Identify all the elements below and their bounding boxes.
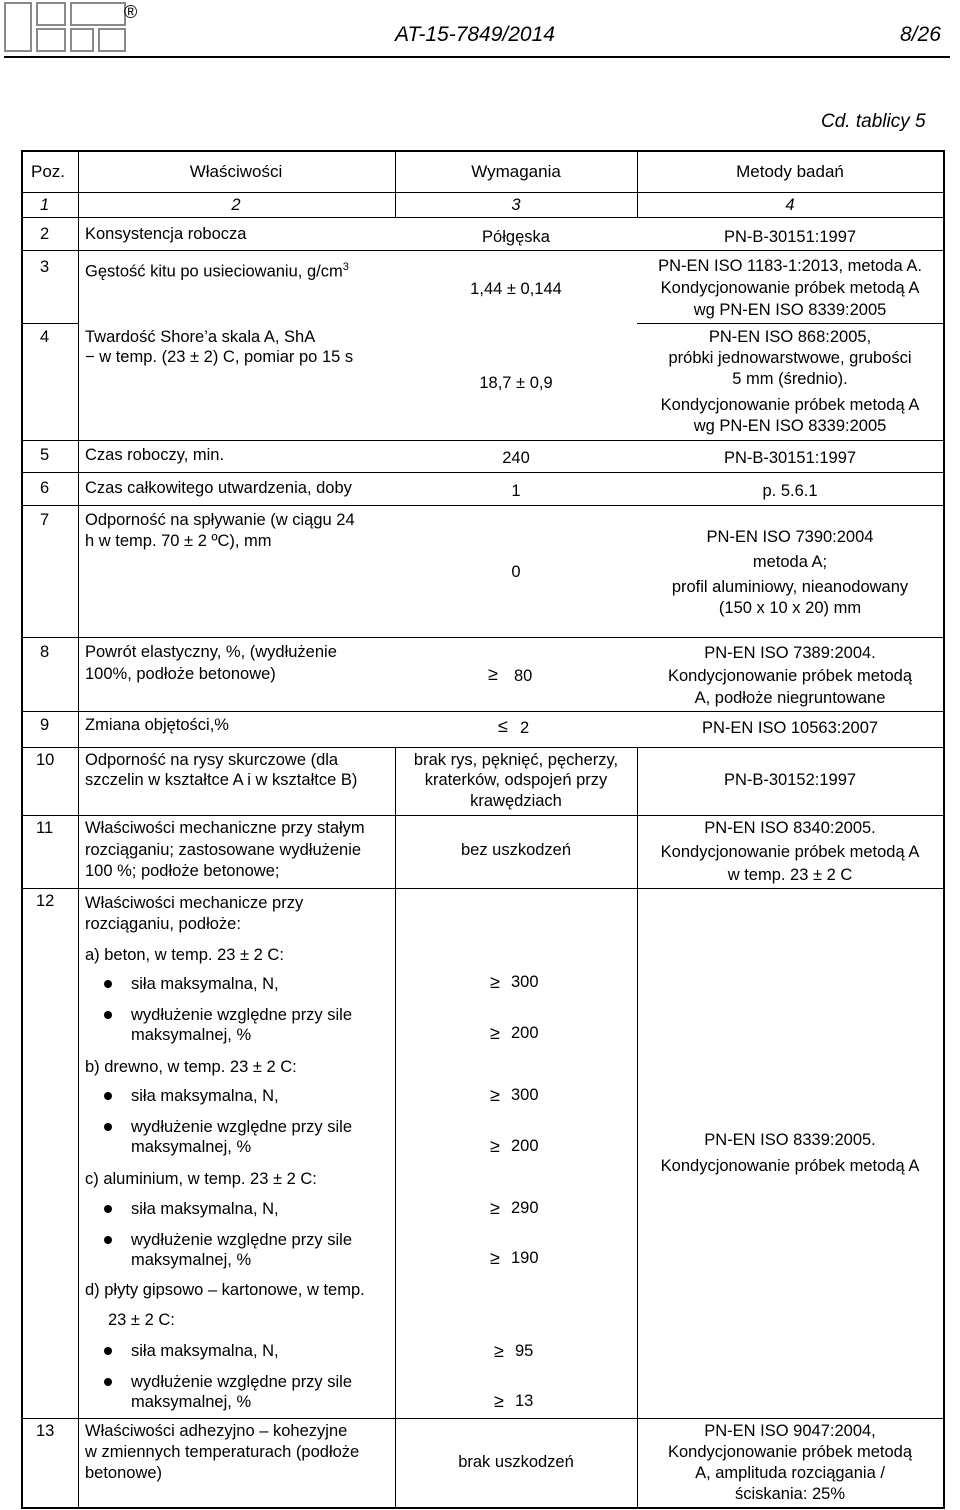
itb-logo [4, 2, 132, 56]
row-4-method-line-5: wg PN-EN ISO 8339:2005 [693, 417, 887, 435]
row-4-property-line-2: − w temp. (23 ± 2) C, pomiar po 15 s [85, 348, 354, 366]
row-7-method-line-3: profil aluminiowy, nieanodowany [671, 578, 909, 596]
row-12-a-elong-label-2: maksymalnej, % [131, 1026, 252, 1044]
row-8-requirement: 80 [514, 667, 533, 685]
bullet-icon [104, 1011, 112, 1019]
row-12-c-elong-label-1: wydłużenie względne przy sile [131, 1231, 353, 1249]
row-3-requirement: 1,44 ± 0,144 [470, 280, 562, 298]
row-12-a-elong-label-1: wydłużenie względne przy sile [131, 1006, 353, 1024]
row-2-number: 2 [40, 225, 50, 243]
row-6-number: 6 [40, 479, 50, 497]
row-7-method-line-2: metoda A; [752, 553, 828, 571]
row-11-number: 11 [36, 819, 54, 837]
bullet-icon [104, 1378, 112, 1386]
row-12-property-line-1: Właściwości mechanicze przy [85, 894, 304, 912]
row-10-property-line-2: szczelin w kształtce A i w kształtce B) [85, 771, 358, 789]
row-3-method-line-2: Kondycjonowanie próbek metodą A [660, 279, 920, 297]
row-12-d-elong-label-1: wydłużenie względne przy sile [131, 1373, 353, 1391]
row-11-property-line-1: Właściwości mechaniczne przy stałym [85, 819, 365, 837]
row-10-requirement-line-2: kraterków, odspojeń przy [424, 771, 608, 789]
row-11-method-line-3: w temp. 23 ± 2 C [727, 866, 853, 884]
table-continuation-label: Cd. tablicy 5 [821, 111, 926, 132]
row-12-b-elong-label-1: wydłużenie względne przy sile [131, 1118, 353, 1136]
row-5-requirement: 240 [502, 449, 530, 467]
row-13-method-line-1: PN-EN ISO 9047:2004, [704, 1422, 876, 1440]
ge-symbol: ≥ [490, 1198, 500, 1218]
row-13-method-line-3: A, amplituda rozciągania / [695, 1464, 885, 1482]
row-4-method-line-4: Kondycjonowanie próbek metodą A [660, 396, 920, 414]
row-13-method-line-4: ściskania: 25% [734, 1485, 846, 1503]
row-4-method-line-1: PN-EN ISO 868:2005, [708, 328, 872, 346]
row-12-a-force-label: siła maksymalna, N, [131, 975, 279, 993]
row-13-property-line-1: Właściwości adhezyjno – kohezyjne [85, 1422, 348, 1440]
row-6-method: p. 5.6.1 [762, 482, 818, 500]
row-5-property: Czas roboczy, min. [85, 446, 225, 464]
row-7-method-line-1: PN-EN ISO 7390:2004 [706, 528, 874, 546]
row-13-property-line-3: betonowe) [85, 1464, 163, 1482]
col-number-1: 1 [40, 196, 50, 214]
row-13-property-line-2: w zmiennych temperaturach (podłoże [85, 1443, 360, 1461]
row-3-method-line-1: PN-EN ISO 1183-1:2013, metoda A. [658, 257, 922, 275]
ge-symbol: ≥ [490, 1085, 500, 1105]
row-4-requirement: 18,7 ± 0,9 [479, 374, 553, 392]
row-6-requirement: 1 [511, 482, 521, 500]
row-12-c-force-value: 290 [511, 1199, 539, 1217]
col-header-methods: Metody badań [736, 162, 844, 181]
row-3-property: Gęstość kitu po usieciowaniu, $g/cm^3$ [85, 261, 349, 281]
row-8-method-line-1: PN-EN ISO 7389:2004. [704, 644, 876, 662]
row-7-method-line-4: (150 x 10 x 20) mm [718, 599, 862, 617]
ge-symbol: ≥ [490, 1136, 500, 1156]
row-4-property-line-1: Twardość Shore’a skala A, ShA [85, 328, 316, 346]
row-12-c-heading: c) aluminium, w temp. 23 ± 2 C: [85, 1170, 317, 1188]
row-12-a-heading: a) beton, w temp. 23 ± 2 C: [85, 946, 284, 964]
row-12-c-force-label: siła maksymalna, N, [131, 1200, 279, 1218]
row-9-property: Zmiana objętości,% [85, 716, 229, 734]
col-header-requirements: Wymagania [471, 162, 561, 181]
row-12-number: 12 [36, 892, 55, 910]
row-9-number: 9 [40, 716, 50, 734]
row-3-number: 3 [40, 258, 50, 276]
ge-symbol: ≥ [494, 1391, 504, 1411]
row-3-method-line-3: wg PN-EN ISO 8339:2005 [693, 301, 887, 319]
row-12-a-force-value: 300 [511, 973, 539, 991]
row-12-d-force-label: siła maksymalna, N, [131, 1342, 279, 1360]
row-10-requirement-line-3: krawędziach [470, 792, 562, 810]
row-4-method-line-2: próbki jednowarstwowe, grubości [668, 349, 912, 367]
col-number-4: 4 [785, 196, 795, 214]
bullet-icon [104, 1236, 112, 1244]
row-12-d-heading-line-1: d) płyty gipsowo – kartonowe, w temp. [85, 1281, 365, 1299]
col-header-properties: Właściwości [189, 162, 283, 181]
le-symbol: ≤ [498, 716, 508, 736]
row-6-property: Czas całkowitego utwardzenia, doby [85, 479, 352, 497]
col-header-poz: Poz. [31, 162, 66, 181]
row-12-a-elong-value: 200 [511, 1024, 539, 1042]
row-12-b-heading: b) drewno, w temp. 23 ± 2 C: [85, 1058, 297, 1076]
row-2-property: Konsystencja robocza [85, 225, 247, 243]
row-12-method-line-2: Kondycjonowanie próbek metodą A [660, 1157, 920, 1175]
row-12-c-elong-label-2: maksymalnej, % [131, 1251, 252, 1269]
row-8-property-line-1: Powrót elastyczny, %, (wydłużenie [85, 643, 337, 661]
row-12-b-force-label: siła maksymalna, N, [131, 1087, 279, 1105]
row-4-number: 4 [40, 328, 50, 346]
col-number-2: 2 [231, 196, 241, 214]
row-8-property-line-2: 100%, podłoże betonowe) [85, 665, 276, 683]
ge-symbol: ≥ [490, 1023, 500, 1043]
ge-symbol: ≥ [488, 664, 498, 684]
row-2-requirement: Półgęska [482, 228, 550, 246]
row-7-requirement: 0 [511, 563, 521, 581]
row-10-property-line-1: Odporność na rysy skurczowe (dla [85, 751, 339, 769]
row-11-requirement: bez uszkodzeń [460, 841, 572, 859]
row-7-number: 7 [40, 511, 50, 529]
row-2-method: PN-B-30151:1997 [723, 228, 857, 246]
row-12-c-elong-value: 190 [511, 1249, 539, 1267]
bullet-icon [104, 1092, 112, 1100]
row-3-property-superscript: 3 [342, 261, 349, 273]
row-5-number: 5 [40, 446, 50, 464]
bullet-icon [104, 980, 112, 988]
row-13-number: 13 [36, 1422, 55, 1440]
row-13-method-line-2: Kondycjonowanie próbek metodą [668, 1443, 912, 1461]
row-12-d-elong-value: 13 [515, 1392, 534, 1410]
row-4-method-line-3: 5 mm (średnio). [732, 370, 848, 388]
row-11-method-line-1: PN-EN ISO 8340:2005. [704, 819, 876, 837]
row-12-d-heading-line-2: 23 ± 2 C: [108, 1311, 175, 1329]
row-12-b-elong-value: 200 [511, 1137, 539, 1155]
row-5-method: PN-B-30151:1997 [723, 449, 857, 467]
row-12-method-line-1: PN-EN ISO 8339:2005. [704, 1131, 876, 1149]
bullet-icon [104, 1347, 112, 1355]
header-rule [4, 56, 950, 58]
row-12-d-elong-label-2: maksymalnej, % [131, 1393, 252, 1411]
bullet-icon [104, 1205, 112, 1213]
row-9-requirement: 2 [520, 719, 530, 737]
row-10-method: PN-B-30152:1997 [723, 771, 857, 789]
row-8-method-line-3: A, podłoże niegruntowane [694, 689, 886, 707]
row-8-method-line-2: Kondycjonowanie próbek metodą [668, 667, 912, 685]
bullet-icon [104, 1123, 112, 1131]
row-7-property-line-1: Odporność na spływanie (w ciągu 24 [85, 511, 355, 529]
row-12-b-force-value: 300 [511, 1086, 539, 1104]
row-12-b-elong-label-2: maksymalnej, % [131, 1138, 252, 1156]
ge-symbol: ≥ [494, 1341, 504, 1361]
row-13-requirement: brak uszkodzeń [458, 1453, 574, 1471]
row-11-property-line-2: rozciąganiu; zastosowane wydłużenie [85, 841, 362, 859]
row-11-property-line-3: 100 %; podłoże betonowe; [85, 862, 280, 880]
row-12-d-force-value: 95 [515, 1342, 534, 1360]
col-number-3: 3 [511, 196, 521, 214]
row-10-number: 10 [36, 751, 55, 769]
document-number: AT-15-7849/2014 [395, 23, 555, 46]
row-10-requirement-line-1: brak rys, pęknięć, pęcherzy, [413, 751, 619, 769]
row-12-property-line-2: rozciąganiu, podłoże: [85, 915, 241, 933]
registered-mark: ® [124, 2, 138, 22]
row-7-property-line-2: h w temp. 70 ± 2 ºC), mm [85, 532, 272, 550]
row-11-method-line-2: Kondycjonowanie próbek metodą A [660, 843, 920, 861]
row-8-number: 8 [40, 643, 50, 661]
ge-symbol: ≥ [490, 1248, 500, 1268]
ge-symbol: ≥ [490, 972, 500, 992]
row-9-method: PN-EN ISO 10563:2007 [701, 719, 879, 737]
page-number: 8/26 [900, 23, 941, 46]
